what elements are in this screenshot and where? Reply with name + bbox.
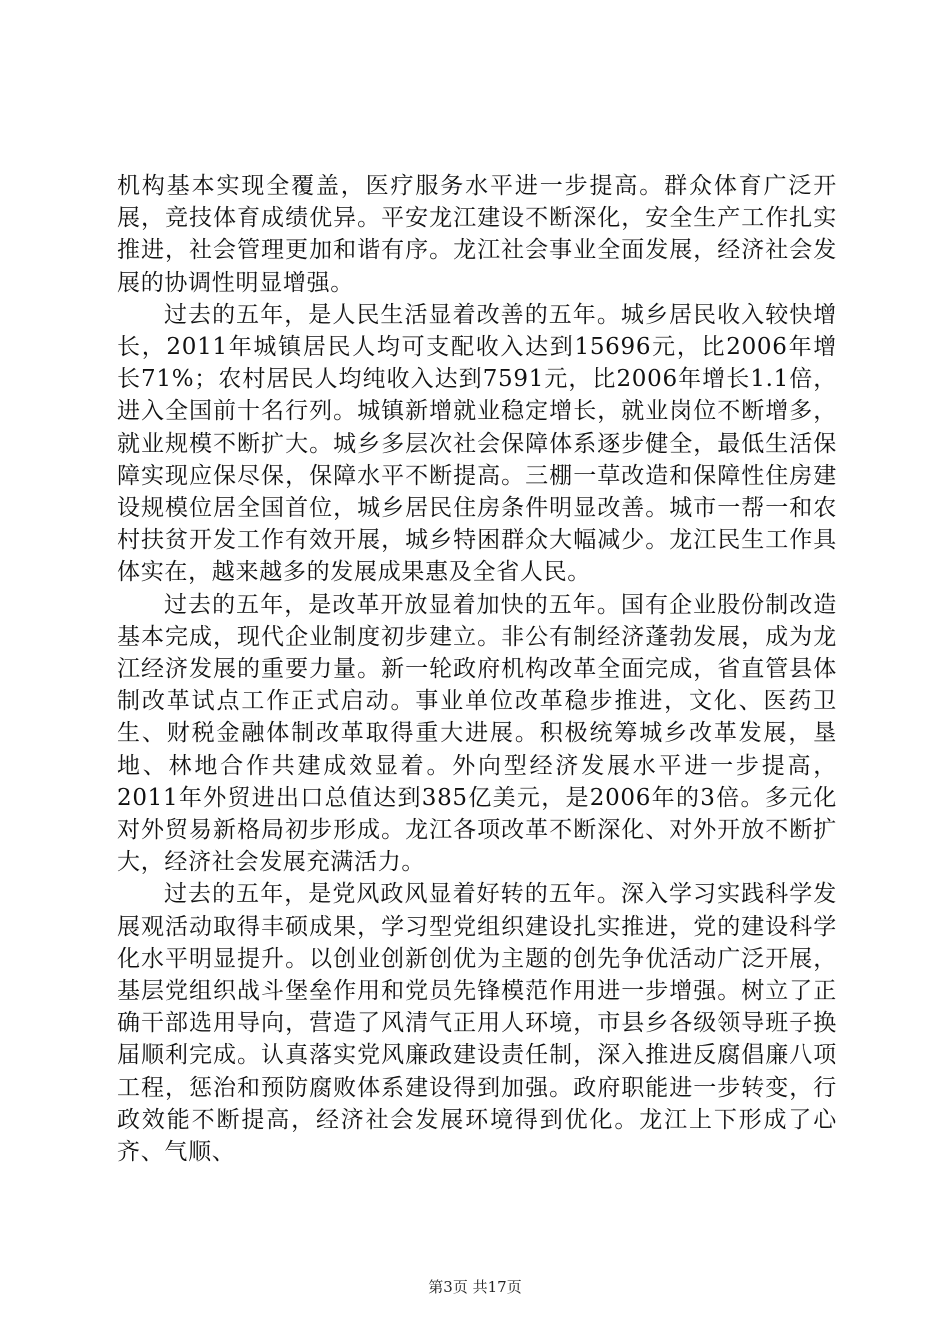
document-body: [117, 170, 837, 1168]
paragraph-reform-opening: 过去的五年，是改革开放显着加快的五年。国有企业股份制改造基本完成，现代企业制度初步建立。非公有制经济蓬勃发展，成为龙江经济发展的重要力量。新一轮政府机构改革全面完成，省直管县体制改革试点工作正式启动。事业单位改革稳步推进，文化、医药卫生、财税金融体制改革取得重大进展。积极统筹城乡改革发展，垦地、林地合作共建成效显着。外向型经济发展水平进一步提高，2011年外贸进出口总值达到385亿美元，是2006年的3倍。多元化对外贸易新格局初步形成。龙江各项改革不断深化、对外开放不断扩大，经济社会发展充满活力。: [117, 591, 837, 876]
paragraph-continuation: 机构基本实现全覆盖，医疗服务水平进一步提高。群众体育广泛开展，竞技体育成绩优异。平安龙江建设不断深化，安全生产工作扎实推进，社会管理更加和谐有序。龙江社会事业全面发展，经济社会发展的协调性明显增强。: [117, 173, 837, 296]
page-number-footer: 第3页 共17页: [428, 1278, 522, 1296]
paragraph-party-conduct: 过去的五年，是党风政风显着好转的五年。深入学习实践科学发展观活动取得丰硕成果，学习型党组织建设扎实推进，党的建设科学化水平明显提升。以创业创新创优为主题的创先争优活动广泛开展，基层党组织战斗堡垒作用和党员先锋模范作用进一步增强。树立了正确干部选用导向，营造了风清气正用人环境，市县乡各级领导班子换届顺利完成。认真落实党风廉政建设责任制，深入推进反腐倡廉八项工程，惩治和预防腐败体系建设得到加强。政府职能进一步转变，行政效能不断提高，经济社会发展环境得到优化。龙江上下形成了心齐、气顺、: [117, 881, 837, 1166]
paragraph-people-livelihood: 过去的五年，是人民生活显着改善的五年。城乡居民收入较快增长，2011年城镇居民人均可支配收入达到15696元，比2006年增长71%；农村居民人均纯收入达到7591元，比2006年增长1.1倍，进入全国前十名行列。城镇新增就业稳定增长，就业岗位不断增多，就业规模不断扩大。城乡多层次社会保障体系逐步健全，最低生活保障实现应保尽保，保障水平不断提高。三棚一草改造和保障性住房建设规模位居全国首位，城乡居民住房条件明显改善。城市一帮一和农村扶贫开发工作有效开展，城乡特困群众大幅减少。龙江民生工作具体实在，越来越多的发展成果惠及全省人民。: [117, 301, 837, 586]
